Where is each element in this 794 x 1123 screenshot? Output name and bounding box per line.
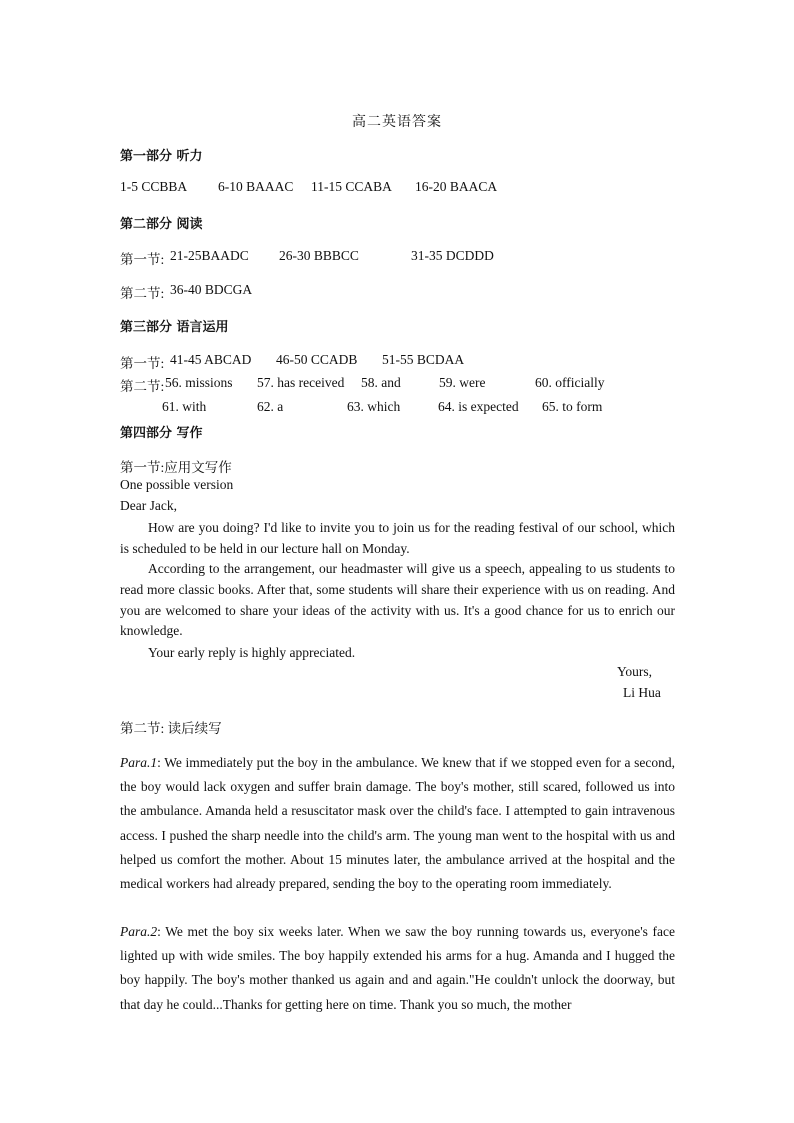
part3-s1-answer-3: 51-55 BCDAA <box>382 352 465 367</box>
part3-section2-label: 第二节: <box>120 379 165 394</box>
part4-heading: 第四部分 写作 <box>120 426 203 441</box>
writing-section1-label: 第一节:应用文写作 <box>120 460 232 475</box>
part2-heading: 第二部分 阅读 <box>120 217 203 232</box>
letter-salutation: Dear Jack, <box>120 498 177 513</box>
part3-s2-answer-57: 57. has received <box>257 375 345 390</box>
page-title: 高二英语答案 <box>352 115 442 130</box>
part3-s2-answer-58: 58. and <box>361 375 401 390</box>
letter-paragraph-2: According to the arrangement, our headmaster will give us a speech, appealing to us students to read more classic books. After that, some students will share their experience with us on reading. And you are welcomed to share your ideas of the activity with us. It's a good chance for us to enrich our knowledge. <box>120 561 675 639</box>
part1-answer-2: 6-10 BAAAC <box>218 179 294 194</box>
para1-label: Para.1 <box>120 755 158 770</box>
part3-s2-answer-56: 56. missions <box>165 375 233 390</box>
part3-s2-answer-65: 65. to form <box>542 399 603 414</box>
part3-s1-answer-2: 46-50 CCADB <box>276 352 358 367</box>
para2-text: : We met the boy six weeks later. When we saw the boy running towards us, everyone's face lighted up with wide smiles. The boy happily extended his arms for a hug. Amanda and I hugged the boy happily. The boy's mother thanked us again and and again."He couldn't unlock the doorway, but that day he could...Thanks for getting here on time. Thank you so much, the mother <box>120 924 675 1012</box>
part3-s2-answer-61: 61. with <box>162 399 207 414</box>
para2-label: Para.2 <box>120 924 158 939</box>
part3-s2-answer-63: 63. which <box>347 399 401 414</box>
letter-paragraph-3: Your early reply is highly appreciated. <box>148 645 356 660</box>
part3-s2-answer-64: 64. is expected <box>438 399 519 414</box>
part2-s2-answer-1: 36-40 BDCGA <box>170 282 253 297</box>
part2-section2-label: 第二节: <box>120 286 165 301</box>
part2-section1-label: 第一节: <box>120 252 165 267</box>
part3-s2-answer-59: 59. were <box>439 375 486 390</box>
letter-paragraph-1: How are you doing? I'd like to invite you to join us for the reading festival of our school, which is scheduled to be held in our lecture hall on Monday. <box>120 520 675 556</box>
part3-s1-answer-1: 41-45 ABCAD <box>170 352 252 367</box>
para1-text: : We immediately put the boy in the ambulance. We knew that if we stopped even for a second, the boy would lack oxygen and suffer brain damage. The boy's mother, still scared, followed us into the ambulance. Amanda held a resuscitator mask over the child's face. I attempted to gain intravenous access. I pushed the sharp needle into the child's arm. The young man went to the hospital with us and helped us comfort the mother. About 15 minutes later, the ambulance arrived at the hospital and the medical workers had already prepared, sending the boy to the operating room immediately. <box>120 755 675 892</box>
part3-s2-answer-62: 62. a <box>257 399 284 414</box>
part3-s2-answer-60: 60. officially <box>535 375 605 390</box>
part2-s1-answer-2: 26-30 BBBCC <box>279 248 359 263</box>
part1-heading: 第一部分 听力 <box>120 149 203 164</box>
part3-section1-label: 第一节: <box>120 356 165 371</box>
part2-s1-answer-1: 21-25BAADC <box>170 248 249 263</box>
part2-s1-answer-3: 31-35 DCDDD <box>411 248 494 263</box>
letter-closing: Yours, <box>617 664 653 679</box>
part3-heading: 第三部分 语言运用 <box>120 320 229 335</box>
letter-signature: Li Hua <box>623 685 661 700</box>
part1-answer-4: 16-20 BAACA <box>415 179 498 194</box>
writing-section2-label: 第二节: 读后续写 <box>120 721 222 736</box>
writing-version-note: One possible version <box>120 477 234 492</box>
part1-answer-1: 1-5 CCBBA <box>120 179 188 194</box>
part1-answer-3: 11-15 CCABA <box>311 179 392 194</box>
continuation-paragraph-1 <box>120 751 675 896</box>
continuation-paragraph-2 <box>120 920 675 1017</box>
